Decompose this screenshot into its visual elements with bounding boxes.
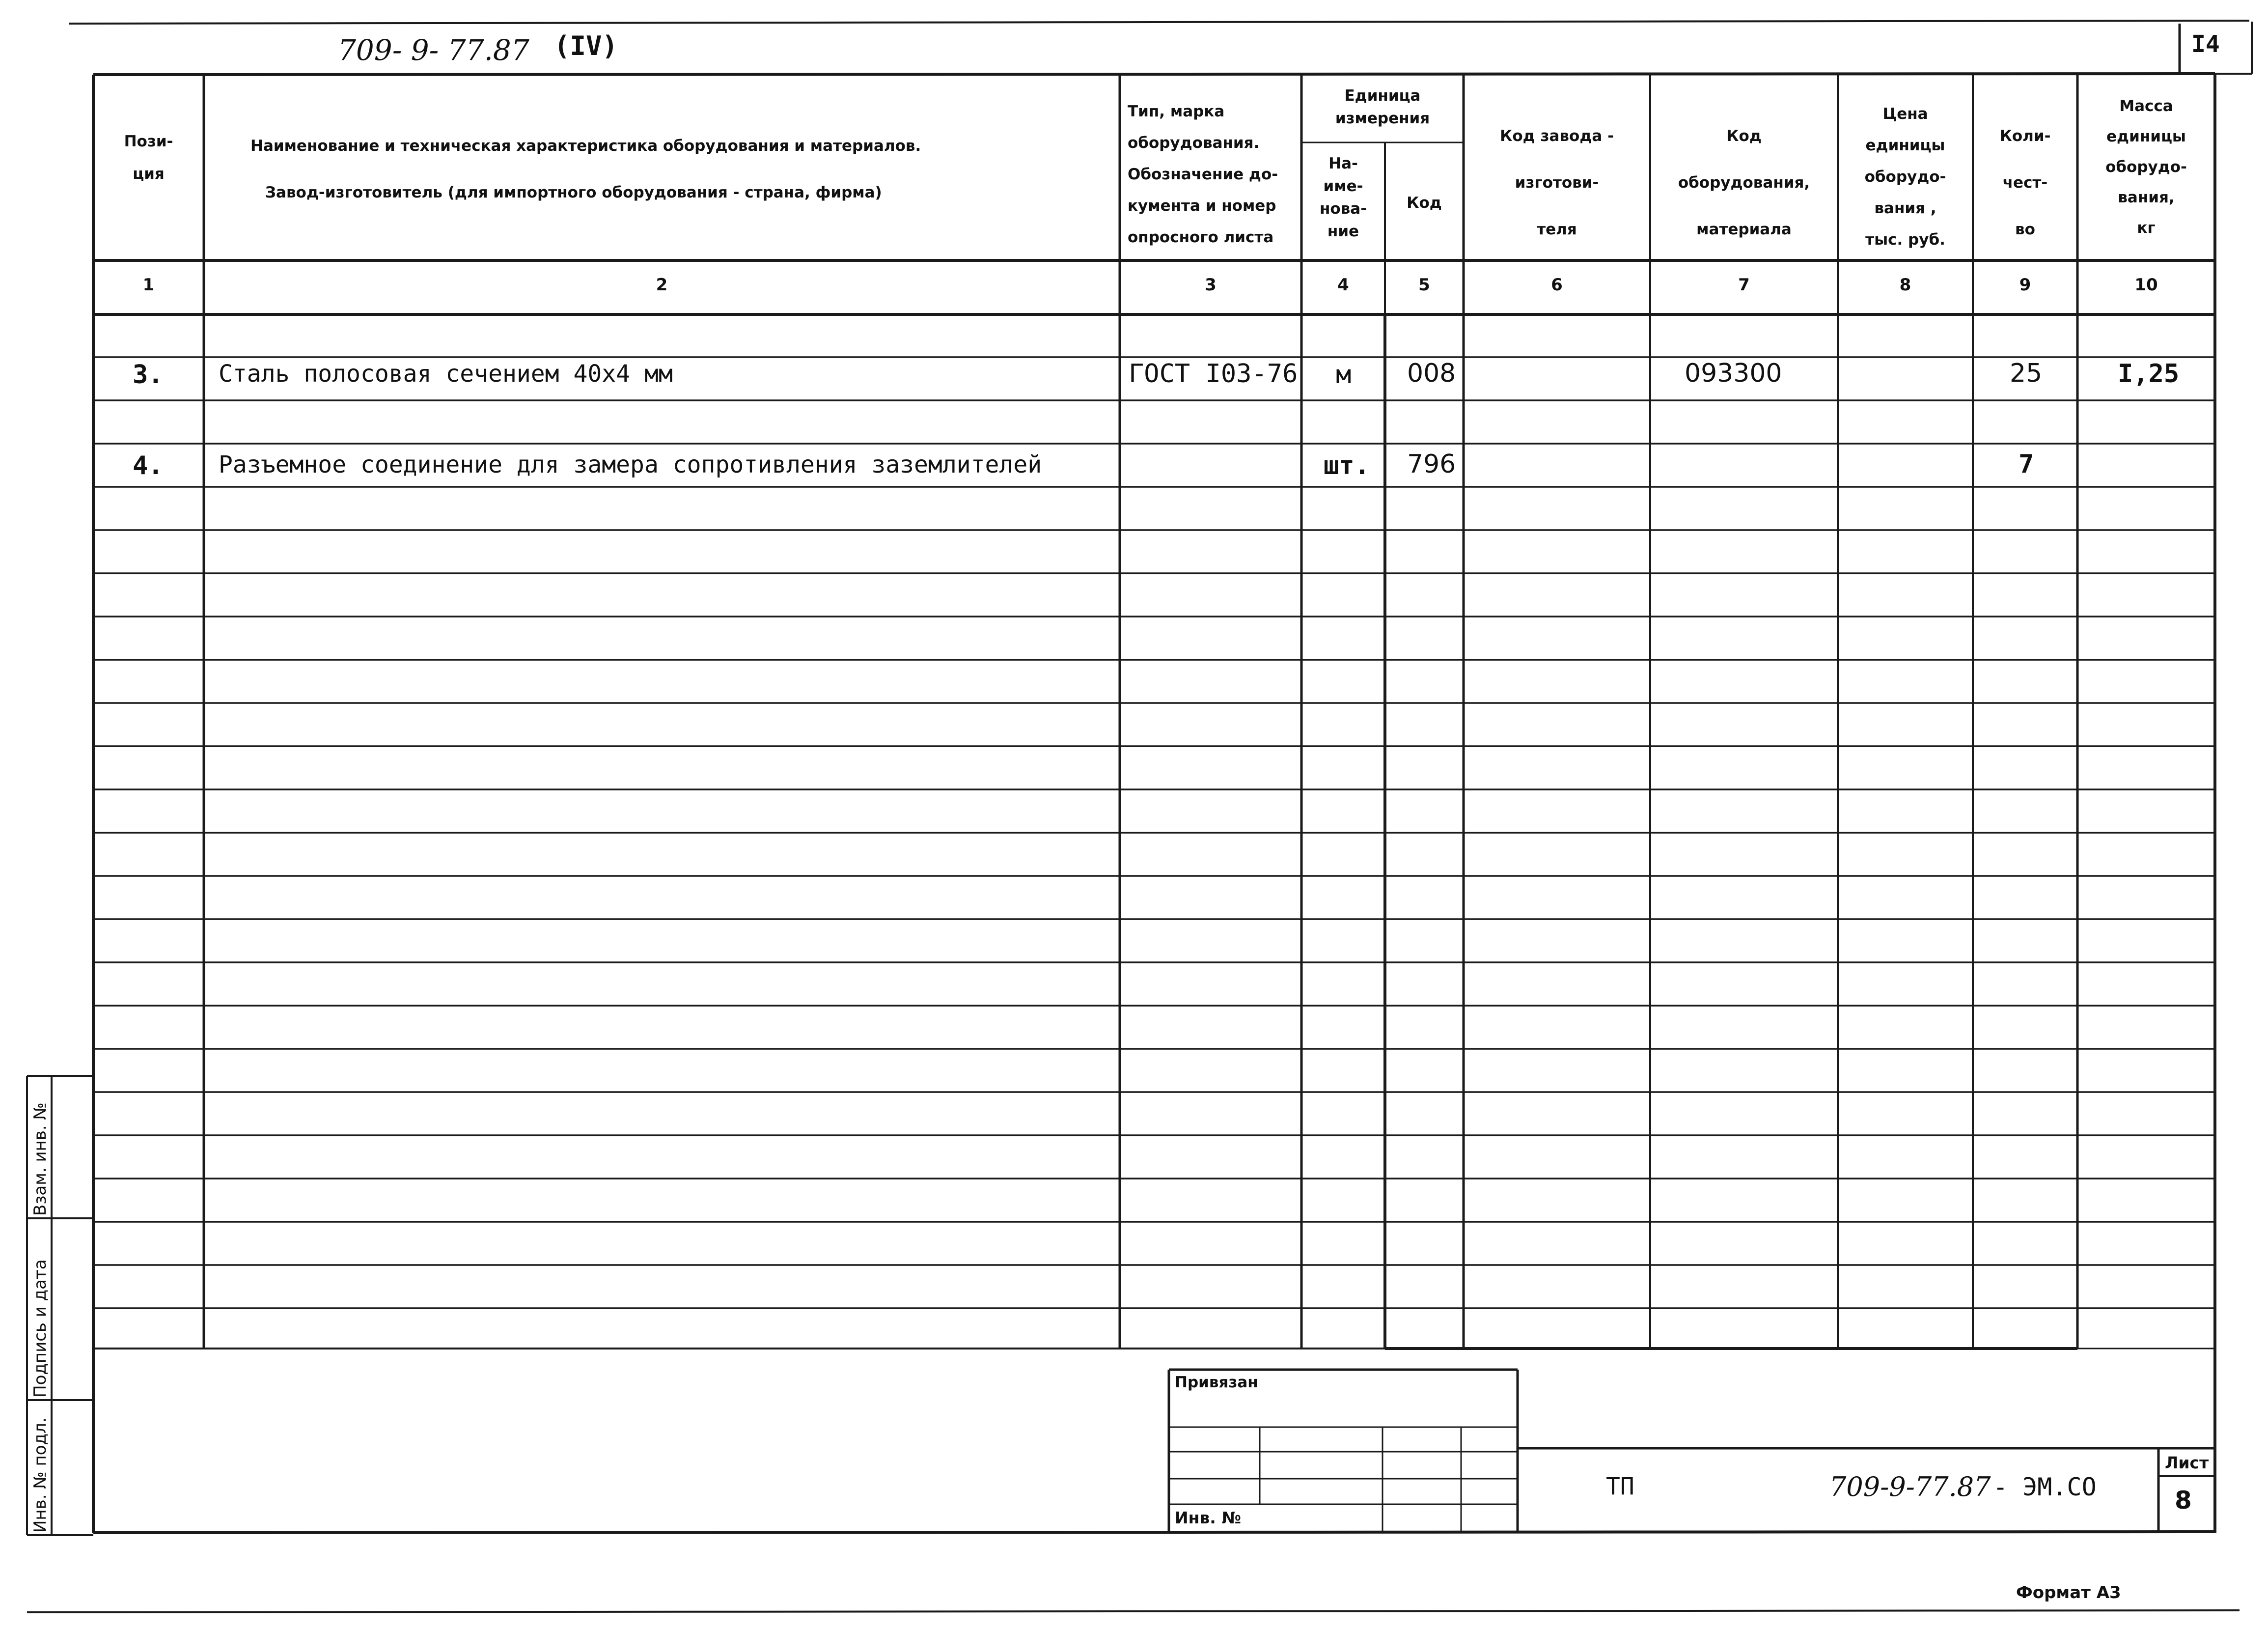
row-name: Разъемное соединение для замера сопротивления заземлителей (219, 451, 1042, 478)
header-unit-code: Код (1407, 194, 1442, 212)
side-label-podpis: Подпись и дата (30, 1259, 50, 1398)
sheet-list-label: Лист (2165, 1453, 2209, 1472)
column-number: 3 (1205, 275, 1217, 295)
header-type-mark: Тип, марка оборудования. Обозначение до- кумента и номер опросного листа (1128, 103, 1278, 246)
row-quantity: 25 (2010, 359, 2043, 388)
sheet-list-number: 8 (2175, 1486, 2192, 1515)
corner-sheet-number: I4 (2191, 30, 2220, 58)
tp-label: ТП (1606, 1473, 1634, 1500)
header-quantity: Коли- чест- во (1999, 127, 2051, 238)
column-number: 7 (1738, 275, 1750, 295)
row-position: 4. (133, 451, 164, 480)
header-position: Пози- ция (124, 133, 173, 183)
row-mass: I,25 (2118, 359, 2180, 389)
header-material-code: Код оборудования, материала (1678, 127, 1810, 238)
row-material-code: 093300 (1685, 359, 1782, 388)
column-number: 9 (2019, 275, 2031, 295)
designation-suffix: - ЭМ.СО (1993, 1473, 2097, 1501)
header-name: Наименование и техническая характеристика оборудования и материалов. Завод-изготовитель (для импортного оборудования - страна, фирма) (250, 137, 921, 201)
side-label-vzam: Взам. инв. № (30, 1102, 50, 1216)
privyazan-label: Привязан (1175, 1374, 1258, 1391)
header-unit-price: Цена единицы оборудо- вания , тыс. руб. (1864, 105, 1946, 249)
row-quantity: 7 (2019, 450, 2034, 479)
side-label-inv-podl: Инв. № подл. (30, 1417, 50, 1533)
row-name: Сталь полосовая сечением 40х4 мм (219, 360, 673, 388)
header-unit-title: Единица измерения (1335, 87, 1430, 127)
volume-label: (IV) (554, 30, 618, 61)
column-number: 2 (656, 275, 668, 295)
column-number: 8 (1899, 275, 1911, 295)
column-number: 6 (1551, 275, 1563, 295)
designation-code: 709-9-77.87 (1829, 1471, 1991, 1502)
header-factory-code: Код завода - изготови- теля (1500, 127, 1614, 238)
row-unit: шт. (1324, 451, 1370, 480)
row-unit-code: 008 (1407, 359, 1456, 388)
header-unit-mass: Масса единицы оборудо- вания, кг (2105, 97, 2187, 237)
column-number: 1 (142, 275, 155, 295)
row-document: ГОСТ I03-76 (1129, 359, 1298, 389)
header-unit-name: На- име- нова- ние (1319, 155, 1367, 240)
document-code-top: 709- 9- 77.87 (338, 33, 529, 67)
inv-number-label: Инв. № (1175, 1508, 1242, 1527)
row-position: 3. (133, 360, 164, 390)
column-number: 5 (1418, 275, 1430, 295)
column-number: 4 (1337, 275, 1349, 295)
row-unit: м (1336, 360, 1352, 390)
format-label: Формат А3 (2016, 1583, 2121, 1602)
row-unit-code: 796 (1407, 450, 1456, 479)
column-number: 10 (2134, 275, 2158, 295)
